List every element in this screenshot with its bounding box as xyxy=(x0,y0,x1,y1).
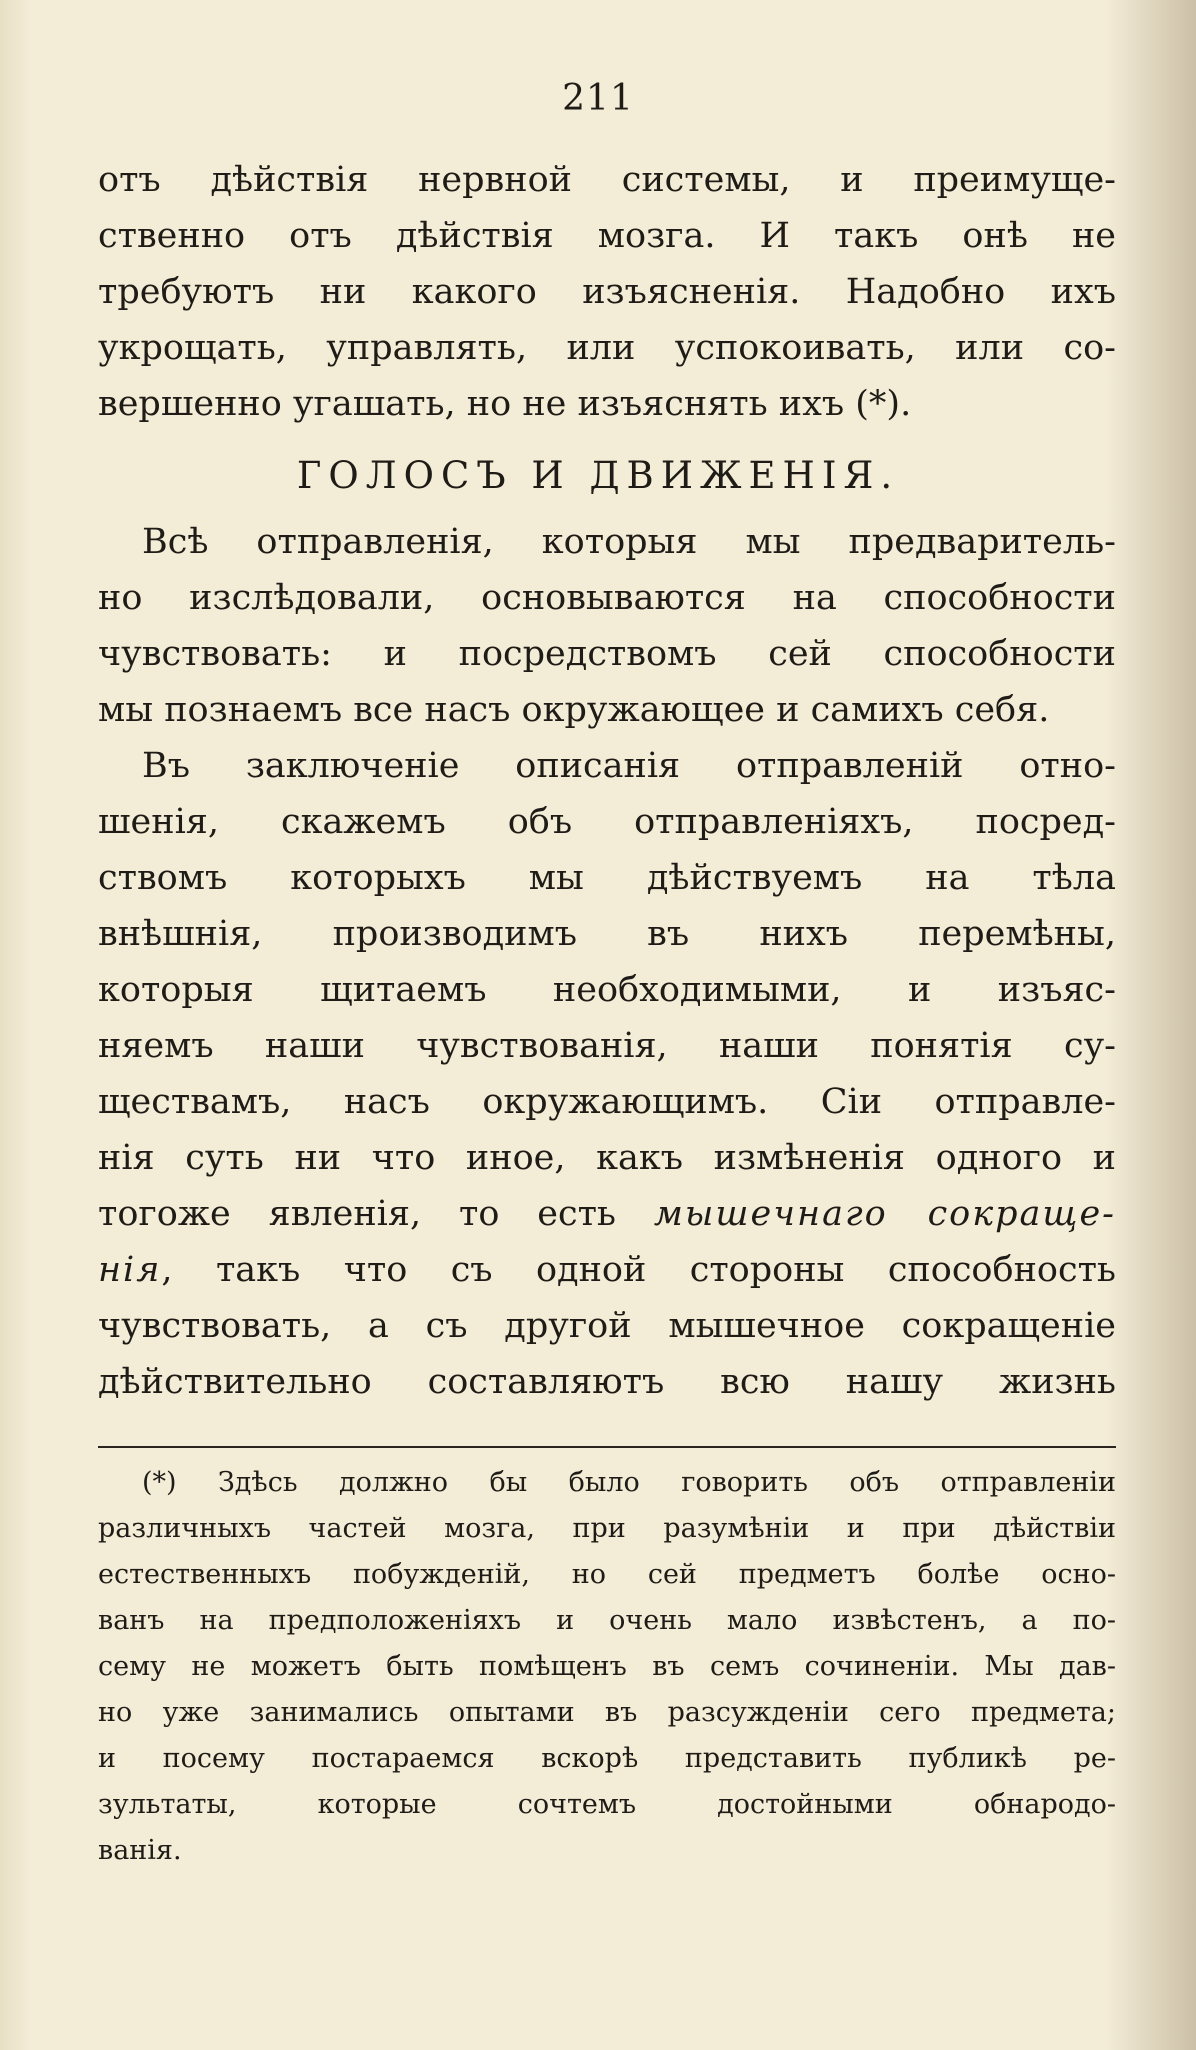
footnote-line: сему не можетъ быть помѣщенъ въ семъ сочиненіи. Мы дав- xyxy=(98,1651,1116,1682)
footnote xyxy=(98,1460,1116,1874)
footnote-line: ванъ на предположеніяхъ и очень мало извѣстенъ, а по- xyxy=(98,1605,1116,1636)
text-line xyxy=(98,1186,1116,1242)
text-line: шенія, скажемъ объ отправленіяхъ, посред- xyxy=(98,802,1116,842)
text-line: укрощать, управлять, или успокоивать, или со- xyxy=(98,328,1116,368)
text-line: чувствовать, а съ другой мышечное сокращеніе xyxy=(98,1306,1116,1346)
text-line: ственно отъ дѣйствія мозга. И такъ онѣ не xyxy=(98,216,1116,256)
footnote-line: ванія. xyxy=(98,1835,182,1866)
footnote-line: и посему постараемся вскорѣ представить публикѣ ре- xyxy=(98,1743,1116,1774)
text-line: внѣшнія, производимъ въ нихъ перемѣны, xyxy=(98,914,1116,954)
emphasis-text: мышечнаго сокраще- xyxy=(653,1194,1116,1234)
text-line: Всѣ отправленія, которыя мы предваритель- xyxy=(142,522,1116,562)
text-line: ствомъ которыхъ мы дѣйствуемъ на тѣла xyxy=(98,858,1116,898)
emphasis-text: нія xyxy=(98,1250,162,1290)
text-segment: тогоже явленія, то есть xyxy=(98,1194,654,1234)
text-line: ществамъ, насъ окружающимъ. Сіи отправле- xyxy=(98,1082,1116,1122)
paragraph-1 xyxy=(98,514,1116,738)
footnote-line: естественныхъ побужденій, но сей предметъ болѣе осно- xyxy=(98,1559,1116,1590)
text-line: отъ дѣйствія нервной системы, и преимуще- xyxy=(98,160,1116,200)
footnote-line: но уже занимались опытами въ разсужденіи сего предмета; xyxy=(98,1697,1116,1728)
text-line: нія суть ни что иное, какъ измѣненія одного и xyxy=(98,1138,1116,1178)
text-line: требуютъ ни какого изъясненія. Надобно ихъ xyxy=(98,272,1116,312)
text-segment: , такъ что съ одной стороны способность xyxy=(161,1250,1116,1290)
footnote-divider xyxy=(98,1446,1116,1448)
text-line: чувствовать: и посредствомъ сей способности xyxy=(98,634,1116,674)
text-line xyxy=(98,1242,1116,1298)
text-line: Въ заключеніе описанія отправленій отно- xyxy=(142,746,1116,786)
text-line: мы познаемъ все насъ окружающее и самихъ себя. xyxy=(98,690,1050,730)
continuation-paragraph xyxy=(98,152,1116,432)
footnote-line: (*) Здѣсь должно бы было говорить объ отправленіи xyxy=(142,1467,1116,1498)
page-number: 211 xyxy=(562,78,634,119)
text-line: няемъ наши чувствованія, наши понятія су- xyxy=(98,1026,1116,1066)
text-line: которыя щитаемъ необходимыми, и изъяс- xyxy=(98,970,1116,1010)
section-heading: ГОЛОСЪ И ДВИЖЕНІЯ. xyxy=(296,454,900,497)
text-line: но изслѣдовали, основываются на способности xyxy=(98,578,1116,618)
paragraph-2 xyxy=(98,738,1116,1410)
footnote-line: различныхъ частей мозга, при разумѣніи и при дѣйствіи xyxy=(98,1513,1116,1544)
footnote-line: зультаты, которые сочтемъ достойными обнародо- xyxy=(98,1789,1116,1820)
text-line: вершенно угашать, но не изъяснять ихъ (*). xyxy=(98,384,912,424)
text-line: дѣйствительно составляютъ всю нашу жизнь xyxy=(98,1362,1116,1402)
